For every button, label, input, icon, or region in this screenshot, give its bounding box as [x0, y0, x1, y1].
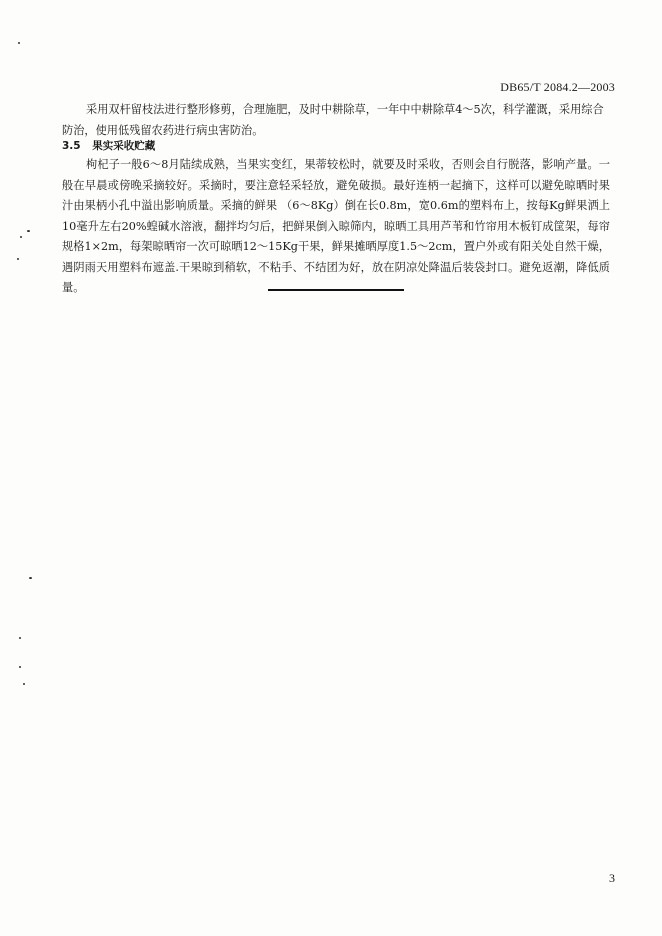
paragraph-harvest: 枸杞子一般6～8月陆续成熟，当果实变红，果蒂较松时，就要及时采收，否则会自行脱落，影响产量。一般在早晨或傍晚采摘较好。采摘时，要注意轻采轻放，避免破损。最好连柄一起摘下，这样可以避免晾晒时果汁由果柄小孔中溢出影响质量。采摘的鲜果 （6～8Kg）倒在长0.8m，宽0.6m的塑料布上，按每Kg鲜果洒上10毫升左右20%蝗碱水溶液，翻拌均匀后，把鲜果倒入晾筛内，晾晒工具用芦苇和竹帘用木板钉成筐架，每帘规格1×2m，每架晾晒帘一次可晾晒12～15Kg干果，鲜果摊晒厚度1.5～2cm，置户外或有阳关处自然干燥，遇阴雨天用塑料布遮盖.干果晾到稍软，不粘手、不结团为好，放在阴凉处降温后装袋封口。避免返潮，降低质量。	[62, 158, 610, 294]
end-rule	[268, 289, 404, 291]
paragraph-cultivation: 采用双杆留枝法进行整形修剪，合理施肥，及时中耕除草，一年中中耕除草4～5次，科学灌溉，采用综合防治，使用低残留农药进行病虫害防治。	[62, 103, 604, 137]
page-number: 3	[609, 871, 615, 885]
scan-speck	[19, 666, 21, 668]
section-heading	[62, 138, 155, 153]
scan-speck	[27, 230, 30, 232]
standard-code: DB65/T 2084.2—2003	[500, 80, 615, 94]
section-number: 3.5	[62, 140, 81, 152]
scan-speck	[29, 577, 32, 579]
scan-speck	[23, 683, 25, 685]
scan-speck	[19, 637, 21, 639]
scan-speck	[20, 236, 22, 238]
scan-speck	[18, 42, 20, 44]
scan-speck	[17, 258, 19, 260]
section-title: 果实采收贮藏	[92, 140, 156, 152]
